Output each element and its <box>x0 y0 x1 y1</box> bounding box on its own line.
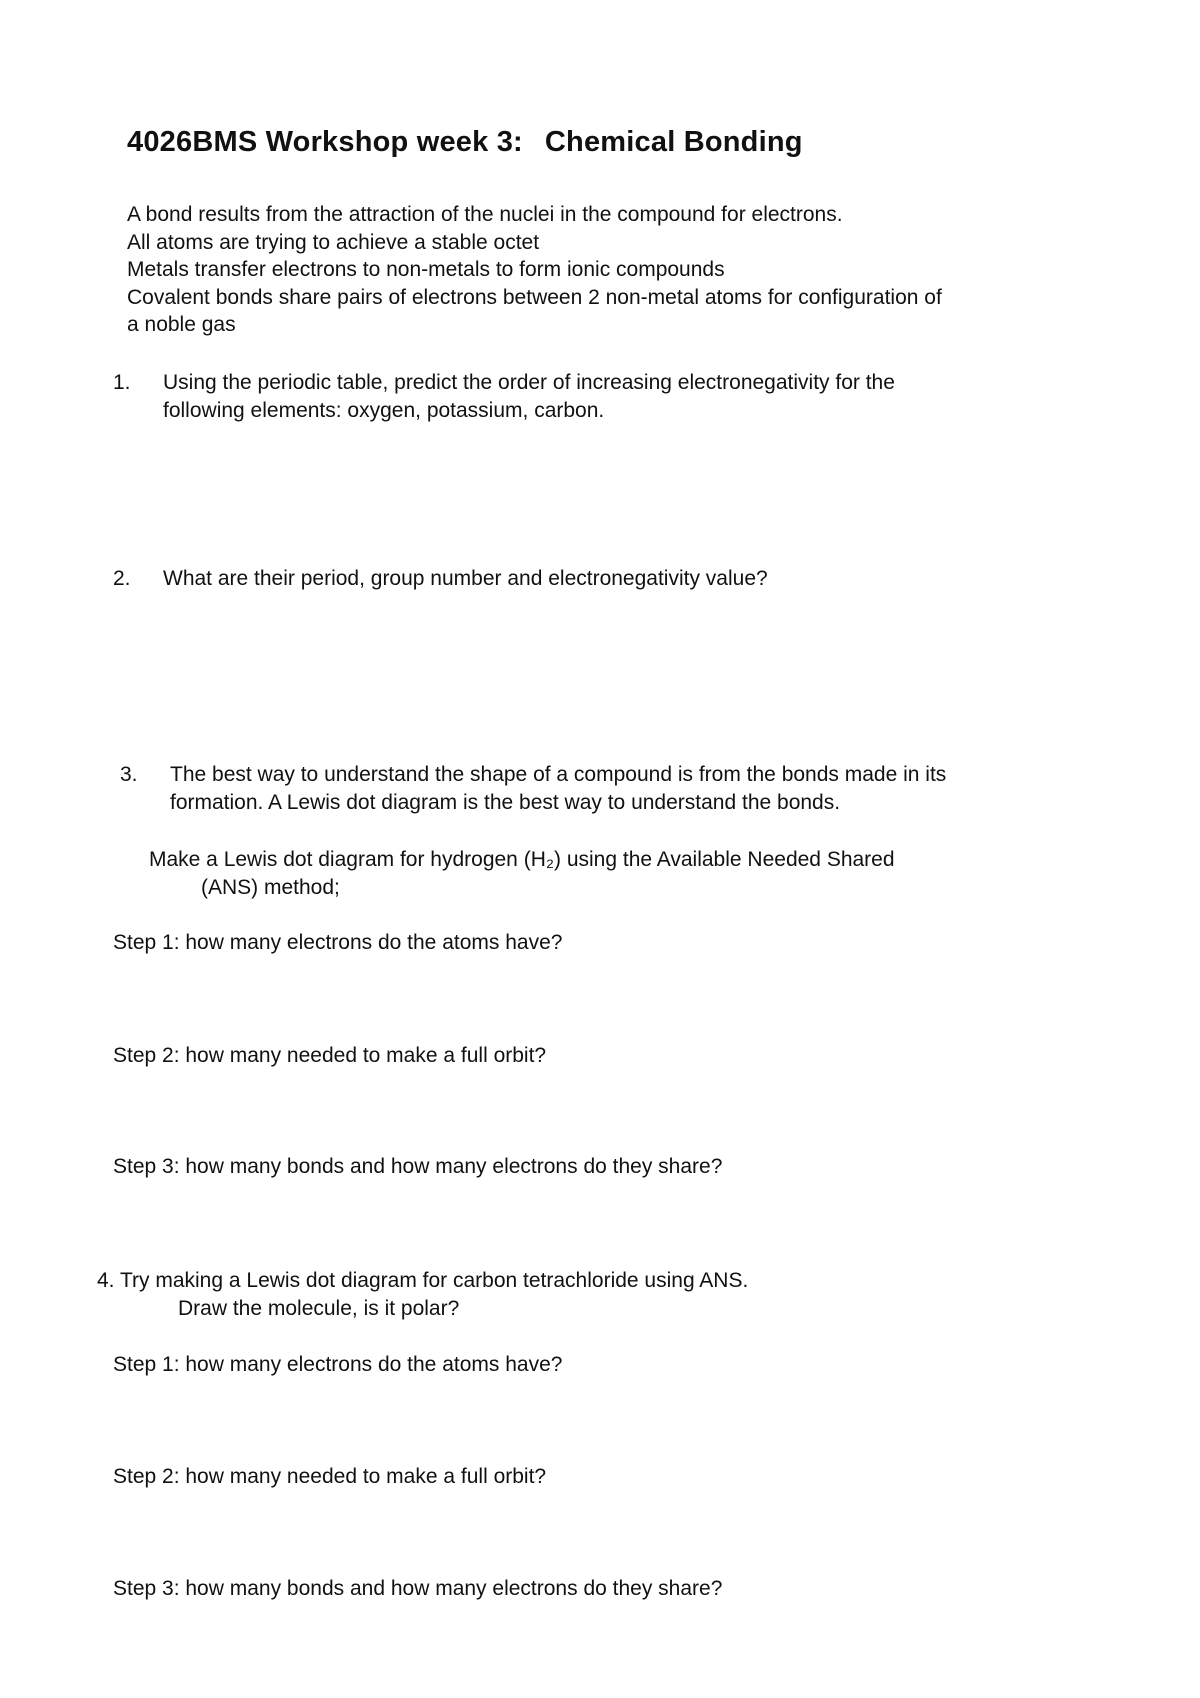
title-course: 4026BMS Workshop week 3: <box>127 126 523 158</box>
question-3-step-3: Step 3: how many bonds and how many electrons do they share? <box>113 1155 723 1178</box>
intro-line-4: Covalent bonds share pairs of electrons between 2 non-metal atoms for configuration of <box>127 286 942 309</box>
intro-line-3: Metals transfer electrons to non-metals to form ionic compounds <box>127 258 725 281</box>
title-topic: Chemical Bonding <box>544 126 803 158</box>
question-1-line-2: following elements: oxygen, potassium, carbon. <box>163 399 605 422</box>
intro-line-1: A bond results from the attraction of the nuclei in the compound for electrons. <box>127 203 843 226</box>
question-4-line-2: Draw the molecule, is it polar? <box>178 1297 460 1320</box>
page-title <box>127 126 803 159</box>
question-3-line-1: The best way to understand the shape of a compound is from the bonds made in its <box>170 763 947 786</box>
question-4-step-2: Step 2: how many needed to make a full orbit? <box>113 1465 547 1488</box>
question-1-number: 1. <box>113 371 131 394</box>
question-1-line-1: Using the periodic table, predict the order of increasing electronegativity for the <box>163 371 895 394</box>
question-4-line-1: 4. Try making a Lewis dot diagram for carbon tetrachloride using ANS. <box>97 1269 749 1292</box>
question-3-line-2: formation. A Lewis dot diagram is the best way to understand the bonds. <box>170 791 841 814</box>
question-4-step-3: Step 3: how many bonds and how many electrons do they share? <box>113 1577 723 1600</box>
question-3-number: 3. <box>120 763 138 786</box>
intro-line-5: a noble gas <box>127 313 236 336</box>
question-2-line-1: What are their period, group number and electronegativity value? <box>163 567 768 590</box>
question-3-instruction-line-1: Make a Lewis dot diagram for hydrogen (H₂) using the Available Needed Shared <box>149 848 895 871</box>
question-4-step-1: Step 1: how many electrons do the atoms have? <box>113 1353 563 1376</box>
question-3-step-2: Step 2: how many needed to make a full orbit? <box>113 1044 547 1067</box>
question-2-number: 2. <box>113 567 131 590</box>
question-3-step-1: Step 1: how many electrons do the atoms have? <box>113 931 563 954</box>
question-3-instruction-line-2: (ANS) method; <box>201 876 340 899</box>
intro-line-2: All atoms are trying to achieve a stable octet <box>127 231 540 254</box>
